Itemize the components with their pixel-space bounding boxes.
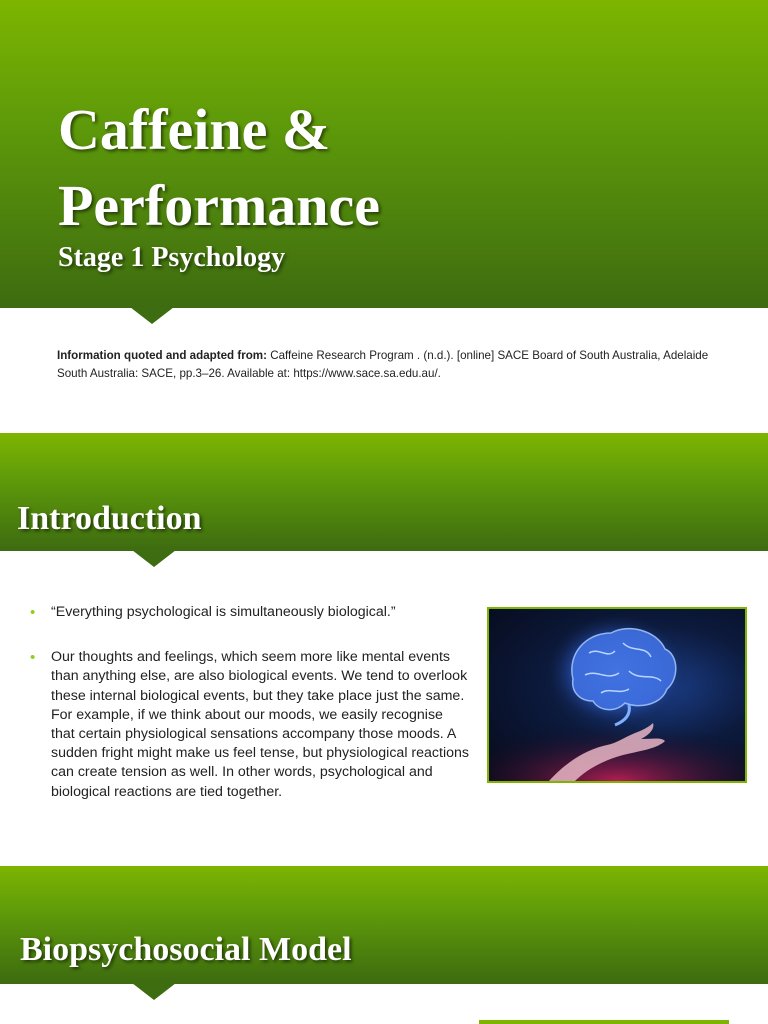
slide-title	[0, 0, 768, 415]
bullet-icon: •	[30, 604, 36, 621]
bullet-item	[30, 648, 470, 802]
title-line-2: Performance	[58, 173, 381, 238]
title-banner	[0, 0, 768, 308]
slide-title-heading	[58, 92, 380, 244]
citation-text: Caffeine Research Program . (n.d.). [online] SACE Board of South Australia, Adelaide South Australia: SACE, pp.3–26. Available at: https://www.sace.sa.edu.au/.	[57, 348, 709, 380]
bullet-list	[30, 603, 470, 828]
biopsychosocial-heading: Biopsychosocial Model	[20, 931, 352, 968]
bullet-text: “Everything psychological is simultaneously biological.”	[51, 604, 396, 620]
biopsychosocial-banner	[0, 866, 768, 984]
slide-subtitle: Stage 1 Psychology	[58, 242, 286, 273]
title-line-1: Caffeine &	[58, 97, 331, 162]
citation-label: Information quoted and adapted from:	[57, 348, 267, 362]
brain-hand-image	[487, 607, 747, 783]
bullet-icon: •	[30, 649, 36, 667]
bullet-text: Our thoughts and feelings, which seem more like mental events than anything else, are also biological events. We tend to overlook these internal biological events, but they take place just the same. For example, if we think about our moods, we easily recognise that certain physiological sensations accompany those moods. A sudden fright might make us feel tense, but physiological reactions can create tension as well. In other words, psychological and biological reactions are tied together.	[51, 649, 469, 800]
image-frame-edge	[479, 1020, 729, 1024]
brain-icon	[489, 609, 745, 781]
bullet-item	[30, 603, 470, 622]
introduction-heading: Introduction	[17, 500, 202, 537]
introduction-banner	[0, 433, 768, 551]
slide-introduction	[0, 433, 768, 851]
citation	[57, 347, 737, 383]
slide-biopsychosocial	[0, 866, 768, 1024]
